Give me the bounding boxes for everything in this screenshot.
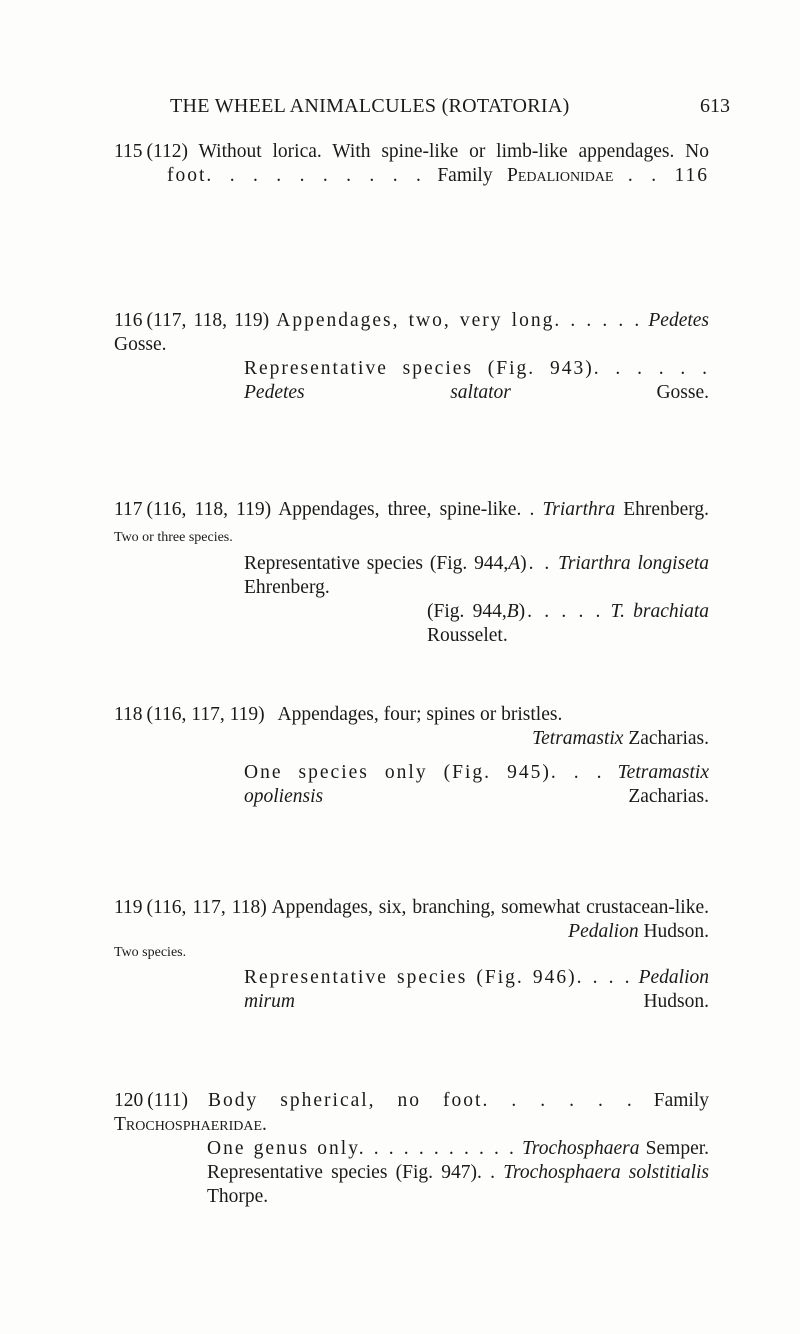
- entry-line: [114, 727, 709, 751]
- entry-line: 118 (116, 117, 119) Appendages, four; spines or bristles.: [114, 704, 563, 725]
- entry-line: [114, 920, 709, 944]
- genus-name: Trochosphaera: [522, 1138, 640, 1159]
- key-entry-118: [114, 703, 709, 809]
- entry-number: 118 (116, 117, 119): [114, 704, 265, 725]
- species-name: Trochosphaera solstitialis: [503, 1162, 709, 1183]
- entry-number: 116 (117, 118, 119): [114, 310, 270, 331]
- running-title: THE WHEEL ANIMALCULES (ROTATORIA): [170, 95, 570, 117]
- entry-line: (Fig. 944,B). . . . . T. brachiata Rousselet.: [427, 601, 709, 646]
- lead-target: . . 116: [627, 165, 710, 186]
- page-header: [170, 94, 730, 118]
- species-name: Tetramastix opoliensis: [244, 762, 710, 807]
- author: Gosse.: [656, 382, 709, 403]
- species-name: Pedalion mirum: [244, 967, 710, 1012]
- key-entry-117: [114, 498, 709, 648]
- entry-note: Two species.: [114, 945, 187, 960]
- genus-name: Pedetes: [648, 310, 710, 331]
- entry-line: Representative species (Fig. 947). . Trochosphaera solstitialis Thorpe.: [207, 1162, 709, 1207]
- entry-number: 115 (112): [114, 141, 189, 162]
- entry-text: Without lorica. With spine-like or limb-like appendages. No: [198, 141, 709, 162]
- entry-line: [114, 140, 709, 164]
- taxon-name: Pedalionidae: [507, 165, 614, 186]
- author: Hudson.: [643, 991, 709, 1012]
- author: Semper.: [645, 1138, 710, 1159]
- author: Zacharias.: [628, 728, 709, 749]
- author: Ehrenberg.: [244, 577, 330, 598]
- author: Ehrenberg.: [623, 499, 709, 520]
- entry-line: 117 (116, 118, 119) Appendages, three, spine-like. . Triarthra Ehrenberg.: [114, 499, 709, 520]
- entry-line: 116 (117, 118, 119) Appendages, two, very long. . . . . . Pedetes Gosse.: [114, 310, 710, 355]
- genus-name: Tetramastix: [532, 728, 624, 749]
- taxon-name: Trochosphaeridae.: [114, 1114, 267, 1135]
- page-number: 613: [700, 95, 730, 117]
- author: Hudson.: [643, 921, 709, 942]
- author: Gosse.: [114, 334, 167, 355]
- key-entry-115: [114, 140, 709, 188]
- entry-line: One species only (Fig. 945). . . Tetramastix opoliensis Zacharias.: [244, 762, 710, 807]
- entry-number: 119 (116, 117, 118): [114, 897, 267, 918]
- entry-line: Representative species (Fig. 944,A). . Triarthra longiseta Ehrenberg.: [244, 553, 710, 598]
- author: Rousselet.: [427, 625, 508, 646]
- genus-name: Triarthra: [542, 499, 616, 520]
- key-entry-116: [114, 309, 709, 405]
- author: Thorpe.: [207, 1186, 269, 1207]
- genus-name: Pedalion: [568, 921, 639, 942]
- entry-line: 119 (116, 117, 118) Appendages, six, branching, somewhat crustacean-like.: [114, 897, 709, 918]
- entry-line: Representative species (Fig. 946). . . . Pedalion mirum Hudson.: [244, 967, 710, 1012]
- species-name: Pedetes saltator: [244, 382, 511, 403]
- key-entry-120: [114, 1089, 709, 1209]
- entry-number: 117 (116, 118, 119): [114, 499, 272, 520]
- species-name: Triarthra longiseta: [558, 553, 710, 574]
- entry-line: foot. . . . . . . . . . Family Pedalionidae . . 116: [167, 165, 710, 186]
- entry-line: 120 (111) Body spherical, no foot. . . . . . Family Trochosphaeridae.: [114, 1090, 709, 1135]
- author: Zacharias.: [628, 786, 709, 807]
- entry-number: 120 (111): [114, 1090, 189, 1111]
- species-name: T. brachiata: [610, 601, 709, 622]
- entry-note: Two or three species.: [114, 530, 233, 545]
- entry-line: One genus only. . . . . . . . . . . Trochosphaera Semper.: [207, 1138, 710, 1159]
- entry-line: Representative species (Fig. 943). . . . . . Pedetes saltator Gosse.: [244, 358, 709, 403]
- key-entry-119: [114, 896, 709, 1014]
